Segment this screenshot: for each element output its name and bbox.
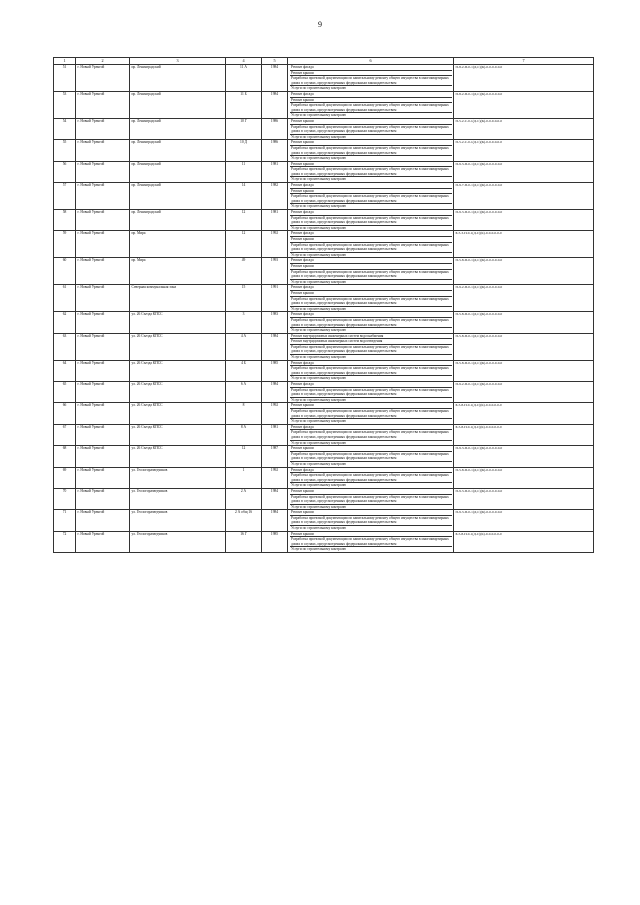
work-item: Ремонт внутридомовых инженерных систем водоснабжения xyxy=(290,334,452,340)
work-item: Ремонт фасада xyxy=(290,312,452,318)
work-item: Ремонт внутридомовых инженерных систем водоотведения xyxy=(290,339,452,345)
row-number-cell: 54 xyxy=(54,118,76,139)
year-cell: 1993 xyxy=(262,258,288,285)
header-cell: 6 xyxy=(288,58,454,65)
house-number-cell: 12 xyxy=(226,231,262,258)
row-number-cell: 61 xyxy=(54,285,76,312)
house-number-cell: 11 А xyxy=(226,65,262,92)
header-cell: 5 xyxy=(262,58,288,65)
header-cell: 2 xyxy=(76,58,130,65)
work-item: Ремонт фасада xyxy=(290,425,452,431)
work-item: Услуги по строительному контролю xyxy=(291,306,347,311)
building-code-cell: П-8-2-П-0-1(Д-С)(К)-0-0-0-0-0-0 xyxy=(454,91,594,118)
work-item: Ремонт крыши xyxy=(290,189,452,195)
house-number-cell: 4 Б xyxy=(226,360,262,381)
row-number-cell: 63 xyxy=(54,333,76,360)
year-cell: 1984 xyxy=(262,382,288,403)
table-row xyxy=(54,91,594,118)
year-cell: 1984 xyxy=(262,488,288,509)
street-cell: пр. Ленинградский xyxy=(130,210,226,231)
table-row xyxy=(54,382,594,403)
work-item: Ремонт фасада xyxy=(290,65,452,71)
city-cell: г. Новый Уренгой xyxy=(76,531,130,552)
work-item: Ремонт фасада xyxy=(290,468,452,474)
city-cell: г. Новый Уренгой xyxy=(76,333,130,360)
year-cell: 1986 xyxy=(262,118,288,139)
building-code-cell: Б-5-8-П-0-1(Д-С)(К)-0-0-0-0-0-0 xyxy=(454,403,594,424)
work-item: Услуги по строительному контролю xyxy=(291,134,347,139)
building-code-cell: П-9-2-П-0-1(Д-С)(К)-0-0-0-0-0-0 xyxy=(454,285,594,312)
year-cell: 1987 xyxy=(262,446,288,467)
year-cell: 1991 xyxy=(262,285,288,312)
work-item: Разработка проектной документации по капитальному ремонту общего имущества в многоквартирных домах в случаях, предусмотренных федеральным законодательством xyxy=(290,216,452,226)
row-number-cell: 62 xyxy=(54,312,76,333)
city-cell: г. Новый Уренгой xyxy=(76,161,130,182)
work-item: Ремонт крыши xyxy=(290,71,452,77)
work-item: Услуги по строительному контролю xyxy=(291,177,347,182)
work-item: Услуги по строительному контролю xyxy=(291,504,347,509)
work-item: Разработка проектной документации по капитальному ремонту общего имущества в многоквартирных домах в случаях, предусмотренных федеральным законодательством xyxy=(290,345,452,355)
building-code-cell: П-5-8-П-0-1(Д-С)(К)-0-0-0-0-0-0 xyxy=(454,360,594,381)
building-code-cell: П-9-3-П-0-1(Д-С)(К)-0-0-0-0-0-0 xyxy=(454,510,594,531)
works-cell xyxy=(288,446,454,467)
year-cell: 1992 xyxy=(262,467,288,488)
work-item: Услуги по строительному контролю xyxy=(291,547,347,552)
building-code-cell: П-8-2-П-0-1(Д-С)(К)-0-0-0-0-0-0 xyxy=(454,65,594,92)
work-item: Услуги по строительному контролю xyxy=(291,279,347,284)
work-item: Услуги по строительному контролю xyxy=(291,397,347,402)
work-item: Ремонт крыши xyxy=(290,291,452,297)
column-number-header-row xyxy=(54,58,594,65)
work-item: Услуги по строительному контролю xyxy=(291,440,347,445)
row-number-cell: 66 xyxy=(54,403,76,424)
works-cell xyxy=(288,258,454,285)
city-cell: г. Новый Уренгой xyxy=(76,140,130,161)
table-row xyxy=(54,403,594,424)
year-cell: 1981 xyxy=(262,424,288,445)
work-item: Разработка проектной документации по капитальному ремонту общего имущества в многоквартирных домах в случаях, предусмотренных федеральным законодательством xyxy=(290,194,452,204)
work-item: Разработка проектной документации по капитальному ремонту общего имущества в многоквартирных домах в случаях, предусмотренных федеральным законодательством xyxy=(290,473,452,483)
row-number-cell: 58 xyxy=(54,210,76,231)
year-cell: 1983 xyxy=(262,312,288,333)
row-number-cell: 70 xyxy=(54,488,76,509)
work-item: Услуги по строительному контролю xyxy=(291,225,347,230)
work-item: Услуги по строительному контролю xyxy=(291,86,347,91)
work-item: Разработка проектной документации по капитальному ремонту общего имущества в многоквартирных домах в случаях, предусмотренных федеральным законодательством xyxy=(290,243,452,253)
city-cell: г. Новый Уренгой xyxy=(76,231,130,258)
row-number-cell: 67 xyxy=(54,424,76,445)
work-item: Ремонт фасада xyxy=(290,361,452,367)
work-item: Ремонт фасада xyxy=(290,382,452,388)
works-cell xyxy=(288,231,454,258)
row-number-cell: 53 xyxy=(54,91,76,118)
city-cell: г. Новый Уренгой xyxy=(76,210,130,231)
row-number-cell: 72 xyxy=(54,531,76,552)
table-row xyxy=(54,446,594,467)
page-number: 9 xyxy=(318,20,322,29)
building-code-cell: П-5-2-С-0-1(Д-С)(К)-0-0-0-0-0-0 xyxy=(454,140,594,161)
works-cell xyxy=(288,312,454,333)
work-item: Разработка проектной документации по капитальному ремонту общего имущества в многоквартирных домах в случаях, предусмотренных федеральным законодательством xyxy=(290,103,452,113)
table-row xyxy=(54,65,594,92)
work-item: Ремонт крыши xyxy=(290,237,452,243)
work-item: Ремонт фасада xyxy=(290,210,452,216)
works-cell xyxy=(288,118,454,139)
works-cell xyxy=(288,65,454,92)
house-number-cell: 2 А общ 16 xyxy=(226,510,262,531)
table-row xyxy=(54,531,594,552)
works-cell xyxy=(288,488,454,509)
building-code-cell: П-5-2-С-0-1(Д-С)(К)-0-0-0-0-0-0 xyxy=(454,118,594,139)
street-cell: ул. 26 Съезда КПСС xyxy=(130,424,226,445)
header-cell: 4 xyxy=(226,58,262,65)
year-cell: 1992 xyxy=(262,231,288,258)
city-cell: г. Новый Уренгой xyxy=(76,91,130,118)
work-item: Ремонт фасада xyxy=(290,258,452,264)
building-code-cell: П-9-3-П-0-1(Д-С)(К)-0-0-0-0-0-0 xyxy=(454,210,594,231)
year-cell: 1992 xyxy=(262,403,288,424)
work-item: Ремонт крыши xyxy=(290,489,452,495)
table-row xyxy=(54,360,594,381)
city-cell: г. Новый Уренгой xyxy=(76,382,130,403)
city-cell: г. Новый Уренгой xyxy=(76,312,130,333)
work-item: Ремонт крыши xyxy=(290,140,452,146)
year-cell: 1981 xyxy=(262,161,288,182)
works-cell xyxy=(288,382,454,403)
work-item: Ремонт крыши xyxy=(290,510,452,516)
row-number-cell: 64 xyxy=(54,360,76,381)
row-number-cell: 71 xyxy=(54,510,76,531)
work-item: Разработка проектной документации по капитальному ремонту общего имущества в многоквартирных домах в случаях, предусмотренных федеральным законодательством xyxy=(290,516,452,526)
year-cell: 1984 xyxy=(262,333,288,360)
table-row xyxy=(54,258,594,285)
year-cell: 1984 xyxy=(262,65,288,92)
street-cell: ул. 26 Съезда КПСС xyxy=(130,382,226,403)
works-cell xyxy=(288,333,454,360)
row-number-cell: 57 xyxy=(54,183,76,210)
house-number-cell: 3 xyxy=(226,312,262,333)
works-cell xyxy=(288,91,454,118)
work-item: Разработка проектной документации по капитальному ремонту общего имущества в многоквартирных домах в случаях, предусмотренных федеральным законодательством xyxy=(290,318,452,328)
city-cell: г. Новый Уренгой xyxy=(76,446,130,467)
building-code-cell: П-5-8-П-0-1(Д-С)(К)-0-0-0-0-0-0 xyxy=(454,258,594,285)
work-item: Ремонт фасада xyxy=(290,231,452,237)
work-item: Услуги по строительному контролю xyxy=(291,483,347,488)
city-cell: г. Новый Уренгой xyxy=(76,424,130,445)
house-number-cell: 10 Г xyxy=(226,118,262,139)
street-cell: пр. Мира xyxy=(130,258,226,285)
year-cell: 1985 xyxy=(262,360,288,381)
city-cell: г. Новый Уренгой xyxy=(76,65,130,92)
house-number-cell: 8 А xyxy=(226,424,262,445)
work-item: Ремонт фасада xyxy=(290,183,452,189)
work-item: Ремонт крыши xyxy=(290,403,452,409)
work-item: Услуги по строительному контролю xyxy=(291,113,347,118)
street-cell: ул. 26 Съезда КПСС xyxy=(130,360,226,381)
works-cell xyxy=(288,285,454,312)
work-item: Услуги по строительному контролю xyxy=(291,461,347,466)
row-number-cell: 68 xyxy=(54,446,76,467)
house-number-cell: 4 А xyxy=(226,333,262,360)
street-cell: Северная коммунальная зона xyxy=(130,285,226,312)
header-cell: 7 xyxy=(454,58,594,65)
work-item: Услуги по строительному контролю xyxy=(291,526,347,531)
year-cell: 1984 xyxy=(262,510,288,531)
street-cell: пр. Ленинградский xyxy=(130,161,226,182)
city-cell: г. Новый Уренгой xyxy=(76,285,130,312)
street-cell: пр. Ленинградский xyxy=(130,118,226,139)
building-code-cell: П-5-8-П-0-1(Д-С)(К)-0-0-0-0-0-0 xyxy=(454,467,594,488)
work-item: Ремонт крыши xyxy=(290,98,452,104)
house-number-cell: 11 Б xyxy=(226,91,262,118)
works-cell xyxy=(288,424,454,445)
street-cell: ул. Геологоразведчиков xyxy=(130,531,226,552)
work-item: Разработка проектной документации по капитальному ремонту общего имущества в многоквартирных домах в случаях, предусмотренных федеральным законодательством xyxy=(290,366,452,376)
street-cell: ул. Геологоразведчиков xyxy=(130,488,226,509)
works-cell xyxy=(288,183,454,210)
row-number-cell: 59 xyxy=(54,231,76,258)
house-number-cell: 16 Г xyxy=(226,531,262,552)
house-number-cell: 1 xyxy=(226,467,262,488)
house-number-cell: 12 xyxy=(226,210,262,231)
table-row xyxy=(54,510,594,531)
building-code-cell: П-5-8-П-0-1(Д-С)(К)-0-0-0-0-0-0 xyxy=(454,312,594,333)
table-row xyxy=(54,333,594,360)
street-cell: пр. Ленинградский xyxy=(130,140,226,161)
house-number-cell: 14 xyxy=(226,183,262,210)
table-row xyxy=(54,161,594,182)
house-number-cell: 2 А xyxy=(226,488,262,509)
table-row xyxy=(54,231,594,258)
house-number-cell: 8 xyxy=(226,403,262,424)
table-row xyxy=(54,183,594,210)
work-item: Разработка проектной документации по капитальному ремонту общего имущества в многоквартирных домах в случаях, предусмотренных федеральным законодательством xyxy=(290,297,452,307)
work-item: Ремонт крыши xyxy=(290,264,452,270)
works-cell xyxy=(288,360,454,381)
header-cell: 3 xyxy=(130,58,226,65)
work-item: Услуги по строительному контролю xyxy=(291,204,347,209)
building-code-cell: П-9-7-П-0-1(Д-С)(К)-0-0-0-0-0-0 xyxy=(454,183,594,210)
table-row xyxy=(54,285,594,312)
city-cell: г. Новый Уренгой xyxy=(76,510,130,531)
city-cell: г. Новый Уренгой xyxy=(76,403,130,424)
house-number-cell: 15 xyxy=(226,285,262,312)
year-cell: 1986 xyxy=(262,140,288,161)
city-cell: г. Новый Уренгой xyxy=(76,360,130,381)
city-cell: г. Новый Уренгой xyxy=(76,183,130,210)
street-cell: ул. 26 Съезда КПСС xyxy=(130,333,226,360)
work-item: Разработка проектной документации по капитальному ремонту общего имущества в многоквартирных домах в случаях, предусмотренных федеральным законодательством xyxy=(290,167,452,177)
street-cell: ул. 26 Съезда КПСС xyxy=(130,446,226,467)
house-number-cell: 49 xyxy=(226,258,262,285)
works-cell xyxy=(288,210,454,231)
building-code-cell: Б-5-8-П-0-1(Д-С)(К)-0-0-0-0-0-0 xyxy=(454,424,594,445)
row-number-cell: 56 xyxy=(54,161,76,182)
work-item: Услуги по строительному контролю xyxy=(291,355,347,360)
building-code-cell: П-9-2-П-0-1(Д-С)(К)-0-0-0-0-0-0 xyxy=(454,382,594,403)
city-cell: г. Новый Уренгой xyxy=(76,118,130,139)
row-number-cell: 60 xyxy=(54,258,76,285)
work-item: Ремонт фасада xyxy=(290,285,452,291)
street-cell: ул. Геологоразведчиков xyxy=(130,467,226,488)
table-row xyxy=(54,488,594,509)
city-cell: г. Новый Уренгой xyxy=(76,488,130,509)
year-cell: 1984 xyxy=(262,91,288,118)
work-item: Разработка проектной документации по капитальному ремонту общего имущества в многоквартирных домах в случаях, предусмотренных федеральным законодательством xyxy=(290,270,452,280)
table-row xyxy=(54,140,594,161)
building-code-cell: Б-5-8-П-0-1(Д-С)(К)-0-0-0-0-0-0 xyxy=(454,531,594,552)
year-cell: 1981 xyxy=(262,210,288,231)
work-item: Разработка проектной документации по капитальному ремонту общего имущества в многоквартирных домах в случаях, предусмотренных федеральным законодательством xyxy=(290,452,452,462)
work-item: Услуги по строительному контролю xyxy=(291,156,347,161)
table-row xyxy=(54,424,594,445)
row-number-cell: 51 xyxy=(54,65,76,92)
street-cell: ул. 26 Съезда КПСС xyxy=(130,403,226,424)
table-row xyxy=(54,312,594,333)
building-code-cell: П-5-8-П-0-1(Д-С)(К)-0-0-0-0-0-0 xyxy=(454,333,594,360)
house-number-cell: 11 xyxy=(226,161,262,182)
works-cell xyxy=(288,403,454,424)
works-cell xyxy=(288,531,454,552)
city-cell: г. Новый Уренгой xyxy=(76,258,130,285)
work-item: Разработка проектной документации по капитальному ремонту общего имущества в многоквартирных домах в случаях, предусмотренных федеральным законодательством xyxy=(290,430,452,440)
register-table xyxy=(53,57,594,553)
row-number-cell: 55 xyxy=(54,140,76,161)
work-item: Разработка проектной документации по капитальному ремонту общего имущества в многоквартирных домах в случаях, предусмотренных федеральным законодательством xyxy=(290,76,452,86)
row-number-cell: 65 xyxy=(54,382,76,403)
works-cell xyxy=(288,467,454,488)
work-item: Услуги по строительному контролю xyxy=(291,419,347,424)
work-item: Ремонт фасада xyxy=(290,92,452,98)
city-cell: г. Новый Уренгой xyxy=(76,467,130,488)
street-cell: пр. Ленинградский xyxy=(130,183,226,210)
building-code-cell: П-9-3-П-0-1(Д-С)(К)-0-0-0-0-0-0 xyxy=(454,161,594,182)
year-cell: 1982 xyxy=(262,183,288,210)
year-cell: 1985 xyxy=(262,531,288,552)
works-cell xyxy=(288,140,454,161)
work-item: Ремонт крыши xyxy=(290,162,452,168)
work-item: Услуги по строительному контролю xyxy=(291,376,347,381)
work-item: Разработка проектной документации по капитальному ремонту общего имущества в многоквартирных домах в случаях, предусмотренных федеральным законодательством xyxy=(290,125,452,135)
work-item: Услуги по строительному контролю xyxy=(291,328,347,333)
house-number-cell: 12 xyxy=(226,446,262,467)
street-cell: пр. Мира xyxy=(130,231,226,258)
street-cell: ул. Геологоразведчиков xyxy=(130,510,226,531)
works-cell xyxy=(288,510,454,531)
table-row xyxy=(54,118,594,139)
work-item: Разработка проектной документации по капитальному ремонту общего имущества в многоквартирных домах в случаях, предусмотренных федеральным законодательством xyxy=(290,146,452,156)
table-row xyxy=(54,210,594,231)
work-item: Разработка проектной документации по капитальному ремонту общего имущества в многоквартирных домах в случаях, предусмотренных федеральным законодательством xyxy=(290,537,452,547)
house-number-cell: 10 Д xyxy=(226,140,262,161)
work-item: Ремонт крыши xyxy=(290,446,452,452)
row-number-cell: 69 xyxy=(54,467,76,488)
work-item: Ремонт крыши xyxy=(290,119,452,125)
street-cell: пр. Ленинградский xyxy=(130,91,226,118)
street-cell: ул. 26 Съезда КПСС xyxy=(130,312,226,333)
work-item: Разработка проектной документации по капитальному ремонту общего имущества в многоквартирных домах в случаях, предусмотренных федеральным законодательством xyxy=(290,409,452,419)
work-item: Услуги по строительному контролю xyxy=(291,252,347,257)
street-cell: пр. Ленинградский xyxy=(130,65,226,92)
header-cell: 1 xyxy=(54,58,76,65)
work-item: Разработка проектной документации по капитальному ремонту общего имущества в многоквартирных домах в случаях, предусмотренных федеральным законодательством xyxy=(290,388,452,398)
work-item: Разработка проектной документации по капитальному ремонту общего имущества в многоквартирных домах в случаях, предусмотренных федеральным законодательством xyxy=(290,495,452,505)
table-row xyxy=(54,467,594,488)
house-number-cell: 6 А xyxy=(226,382,262,403)
building-code-cell: П-9-3-П-0-1(Д-С)(К)-0-0-0-0-0-0 xyxy=(454,446,594,467)
building-code-cell: П-9-3-П-0-1(Д-С)(К)-0-0-0-0-0-0 xyxy=(454,488,594,509)
building-code-cell: Б-5-3-П-0-1(Д-С)(К)-0-0-0-0-0-0 xyxy=(454,231,594,258)
work-item: Ремонт крыши xyxy=(290,532,452,538)
works-cell xyxy=(288,161,454,182)
